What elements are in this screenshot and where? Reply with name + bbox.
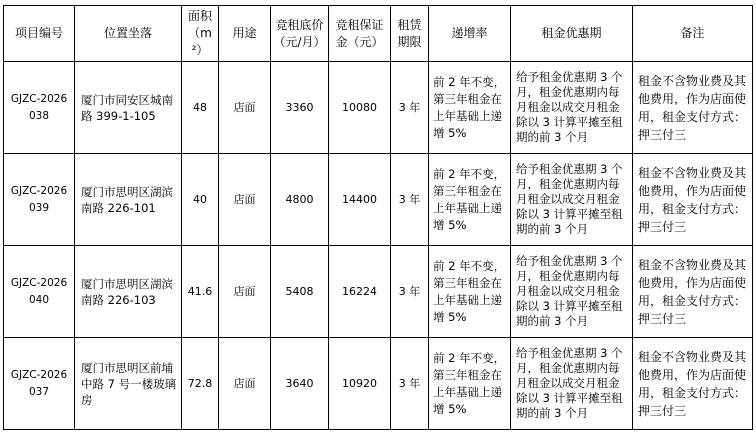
cell-location: 厦门市思明区湖滨南路 226-101 <box>75 154 182 246</box>
table-row <box>4 154 753 246</box>
cell-location: 厦门市思明区湖滨南路 226-103 <box>75 246 182 338</box>
cell-remark: 租金不含物业费及其他费用，作为店面使用，租金支付方式：押三付三 <box>633 246 753 338</box>
cell-discount: 给予租金优惠期 3 个月，租金优惠期内每月租金以成交月租金除以 3 计算平摊至租期的前 3 个月 <box>511 154 633 246</box>
cell-code: GJZC-2026 037 <box>4 338 75 430</box>
table-row <box>4 338 753 430</box>
cell-discount: 给予租金优惠期 3 个月，租金优惠期内每月租金以成交月租金除以 3 计算平摊至租期的前 3 个月 <box>511 338 633 430</box>
table-row <box>4 62 753 154</box>
header-base-rent: 竞租底价（元/月） <box>271 6 329 62</box>
cell-remark: 租金不含物业费及其他费用，作为店面使用，租金支付方式：押三付三 <box>633 62 753 154</box>
cell-use: 店面 <box>219 62 271 154</box>
header-deposit: 竞租保证金（元） <box>329 6 391 62</box>
cell-term: 3 年 <box>391 62 429 154</box>
cell-location: 厦门市思明区前埔中路 7 号一楼玻璃房 <box>75 338 182 430</box>
cell-area: 41.6 <box>182 246 219 338</box>
cell-increment: 前 2 年不变，第三年租金在上年基础上递增 5% <box>429 62 511 154</box>
cell-increment: 前 2 年不变，第三年租金在上年基础上递增 5% <box>429 246 511 338</box>
header-term: 租赁期限 <box>391 6 429 62</box>
cell-code: GJZC-2026 038 <box>4 62 75 154</box>
cell-base-rent: 4800 <box>271 154 329 246</box>
table-row <box>4 246 753 338</box>
cell-area: 72.8 <box>182 338 219 430</box>
cell-base-rent: 3360 <box>271 62 329 154</box>
cell-deposit: 14400 <box>329 154 391 246</box>
cell-use: 店面 <box>219 338 271 430</box>
cell-term: 3 年 <box>391 338 429 430</box>
header-location: 位置坐落 <box>75 6 182 62</box>
header-discount: 租金优惠期 <box>511 6 633 62</box>
header-code: 项目编号 <box>4 6 75 62</box>
cell-base-rent: 5408 <box>271 246 329 338</box>
cell-base-rent: 3640 <box>271 338 329 430</box>
cell-discount: 给予租金优惠期 3 个月，租金优惠期内每月租金以成交月租金除以 3 计算平摊至租期的前 3 个月 <box>511 246 633 338</box>
header-increment: 递增率 <box>429 6 511 62</box>
header-remark: 备注 <box>633 6 753 62</box>
rental-listing-table <box>3 5 753 430</box>
cell-deposit: 10920 <box>329 338 391 430</box>
cell-code: GJZC-2026 040 <box>4 246 75 338</box>
header-row <box>4 6 753 62</box>
header-area: 面积（m²） <box>182 6 219 62</box>
cell-term: 3 年 <box>391 246 429 338</box>
cell-deposit: 10080 <box>329 62 391 154</box>
cell-remark: 租金不含物业费及其他费用，作为店面使用，租金支付方式：押三付三 <box>633 154 753 246</box>
cell-use: 店面 <box>219 246 271 338</box>
cell-remark: 租金不含物业费及其他费用，作为店面使用，租金支付方式：押三付三 <box>633 338 753 430</box>
cell-use: 店面 <box>219 154 271 246</box>
cell-discount: 给予租金优惠期 3 个月，租金优惠期内每月租金以成交月租金除以 3 计算平摊至租期的前 3 个月 <box>511 62 633 154</box>
cell-term: 3 年 <box>391 154 429 246</box>
cell-increment: 前 2 年不变，第三年租金在上年基础上递增 5% <box>429 154 511 246</box>
cell-increment: 前 2 年不变，第三年租金在上年基础上递增 5% <box>429 338 511 430</box>
cell-location: 厦门市同安区城南路 399-1-105 <box>75 62 182 154</box>
cell-code: GJZC-2026 039 <box>4 154 75 246</box>
cell-area: 48 <box>182 62 219 154</box>
cell-area: 40 <box>182 154 219 246</box>
header-use: 用途 <box>219 6 271 62</box>
cell-deposit: 16224 <box>329 246 391 338</box>
